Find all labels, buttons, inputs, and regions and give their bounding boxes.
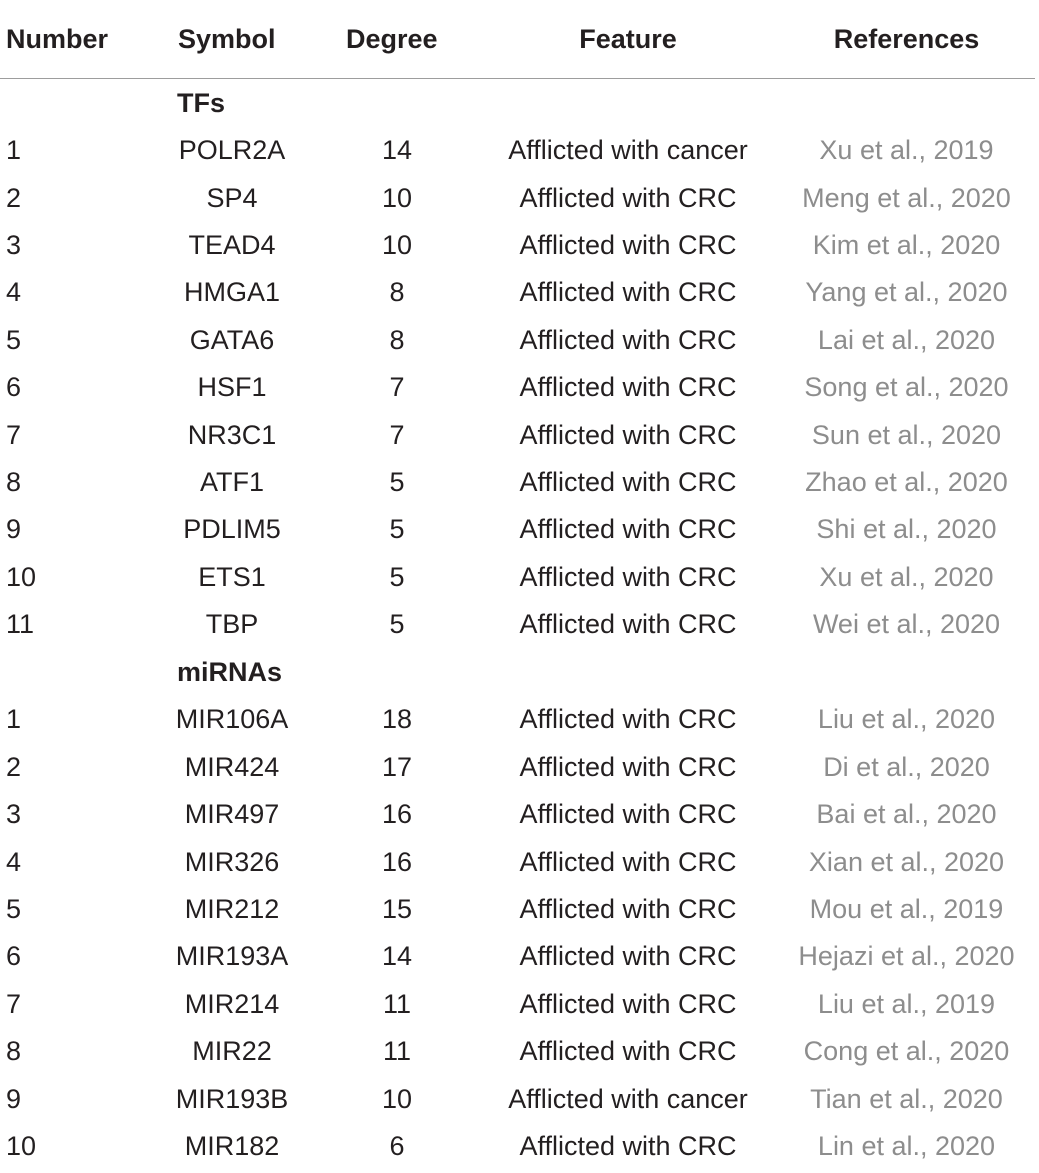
cell-degree: 16 xyxy=(381,846,413,877)
cell-feature: Afflicted with CRC xyxy=(519,229,737,260)
cell-feature: Afflicted with CRC xyxy=(519,941,737,972)
cell-symbol: MIR424 xyxy=(184,751,280,782)
table-row xyxy=(0,459,1035,506)
cell-number: 6 xyxy=(6,372,22,403)
cell-symbol: MIR22 xyxy=(192,1036,272,1067)
cell-feature: Afflicted with CRC xyxy=(519,514,737,545)
table-row xyxy=(0,127,1035,174)
cell-feature: Afflicted with CRC xyxy=(519,894,737,925)
table-row xyxy=(0,1075,1035,1122)
cell-degree: 6 xyxy=(389,1131,405,1161)
cell-degree: 5 xyxy=(389,466,405,497)
table-row xyxy=(0,364,1035,411)
header-symbol: Symbol xyxy=(148,0,316,79)
cell-symbol: ATF1 xyxy=(199,466,264,497)
cell-feature: Afflicted with CRC xyxy=(519,324,737,355)
cell-reference: Sun et al., 2020 xyxy=(811,419,1002,450)
cell-feature: Afflicted with CRC xyxy=(519,609,737,640)
cell-symbol: MIR193A xyxy=(175,941,289,972)
cell-feature: Afflicted with cancer xyxy=(508,135,748,166)
cell-reference: Song et al., 2020 xyxy=(804,372,1009,403)
table-row xyxy=(0,601,1035,648)
cell-symbol: MIR106A xyxy=(175,704,289,735)
cell-symbol: POLR2A xyxy=(178,135,286,166)
cell-symbol: ETS1 xyxy=(198,561,266,592)
cell-reference: Lin et al., 2020 xyxy=(817,1131,996,1161)
table-row xyxy=(0,933,1035,980)
cell-feature: Afflicted with cancer xyxy=(508,1083,748,1114)
section-row xyxy=(0,79,1035,128)
cell-symbol: TBP xyxy=(205,609,259,640)
cell-reference: Tian et al., 2020 xyxy=(810,1083,1003,1114)
cell-symbol: PDLIM5 xyxy=(183,514,281,545)
cell-reference: Yang et al., 2020 xyxy=(805,277,1008,308)
cell-feature: Afflicted with CRC xyxy=(519,704,737,735)
cell-reference: Lai et al., 2020 xyxy=(817,324,996,355)
cell-reference: Mou et al., 2019 xyxy=(809,894,1004,925)
cell-symbol: HMGA1 xyxy=(183,277,281,308)
cell-number: 8 xyxy=(6,466,22,497)
cell-symbol: HSF1 xyxy=(197,372,267,403)
cell-reference: Xu et al., 2020 xyxy=(819,561,994,592)
cell-number: 8 xyxy=(6,1036,22,1067)
cell-number: 9 xyxy=(6,1083,22,1114)
cell-degree: 14 xyxy=(381,135,413,166)
cell-feature: Afflicted with CRC xyxy=(519,1131,737,1161)
cell-symbol: MIR212 xyxy=(184,894,280,925)
cell-reference: Wei et al., 2020 xyxy=(812,609,1001,640)
table-row xyxy=(0,506,1035,553)
cell-symbol: MIR193B xyxy=(175,1083,289,1114)
cell-degree: 17 xyxy=(381,751,413,782)
cell-reference: Di et al., 2020 xyxy=(823,751,990,782)
table-row xyxy=(0,222,1035,269)
cell-feature: Afflicted with CRC xyxy=(519,988,737,1019)
cell-degree: 5 xyxy=(389,561,405,592)
cell-feature: Afflicted with CRC xyxy=(519,466,737,497)
header-degree: Degree xyxy=(316,0,478,79)
cell-number: 5 xyxy=(6,324,22,355)
cell-symbol: SP4 xyxy=(206,182,258,213)
cell-number: 2 xyxy=(6,751,22,782)
section-title: miRNAs xyxy=(177,656,283,687)
table-row xyxy=(0,554,1035,601)
header-row xyxy=(0,0,1035,79)
cell-symbol: MIR497 xyxy=(184,799,280,830)
cell-reference: Xian et al., 2020 xyxy=(808,846,1005,877)
cell-reference: Hejazi et al., 2020 xyxy=(798,941,1015,972)
cell-reference: Xu et al., 2019 xyxy=(819,135,994,166)
cell-reference: Liu et al., 2020 xyxy=(817,704,996,735)
table-header xyxy=(0,0,1035,79)
cell-number: 7 xyxy=(6,419,22,450)
cell-symbol: MIR326 xyxy=(184,846,280,877)
table-row xyxy=(0,269,1035,316)
header-number: Number xyxy=(0,0,148,79)
cell-number: 3 xyxy=(6,799,22,830)
cell-number: 3 xyxy=(6,229,22,260)
cell-number: 7 xyxy=(6,988,22,1019)
cell-number: 1 xyxy=(6,135,22,166)
cell-symbol: NR3C1 xyxy=(187,419,277,450)
cell-degree: 16 xyxy=(381,799,413,830)
cell-number: 6 xyxy=(6,941,22,972)
cell-reference: Kim et al., 2020 xyxy=(812,229,1001,260)
section-title: TFs xyxy=(177,87,226,118)
table-row xyxy=(0,838,1035,885)
cell-reference: Cong et al., 2020 xyxy=(803,1036,1010,1067)
cell-symbol: TEAD4 xyxy=(188,229,276,260)
cell-feature: Afflicted with CRC xyxy=(519,561,737,592)
cell-number: 4 xyxy=(6,277,22,308)
cell-feature: Afflicted with CRC xyxy=(519,846,737,877)
cell-number: 9 xyxy=(6,514,22,545)
section-row xyxy=(0,648,1035,696)
table-row xyxy=(0,886,1035,933)
table-row xyxy=(0,791,1035,838)
cell-feature: Afflicted with CRC xyxy=(519,182,737,213)
cell-degree: 7 xyxy=(389,419,405,450)
cell-number: 11 xyxy=(6,609,35,640)
cell-number: 1 xyxy=(6,704,22,735)
cell-number: 10 xyxy=(6,561,37,592)
cell-symbol: GATA6 xyxy=(189,324,275,355)
table-row xyxy=(0,317,1035,364)
cell-degree: 10 xyxy=(381,182,413,213)
cell-degree: 5 xyxy=(389,514,405,545)
header-references: References xyxy=(778,0,1035,79)
cell-symbol: MIR182 xyxy=(184,1131,280,1161)
cell-feature: Afflicted with CRC xyxy=(519,1036,737,1067)
cell-degree: 11 xyxy=(382,988,412,1019)
table-row xyxy=(0,1028,1035,1075)
cell-degree: 18 xyxy=(381,704,413,735)
cell-reference: Meng et al., 2020 xyxy=(802,182,1011,213)
cell-degree: 7 xyxy=(389,372,405,403)
cell-feature: Afflicted with CRC xyxy=(519,372,737,403)
cell-reference: Liu et al., 2019 xyxy=(817,988,996,1019)
table-row xyxy=(0,411,1035,458)
cell-feature: Afflicted with CRC xyxy=(519,419,737,450)
table-body xyxy=(0,79,1035,1171)
cell-degree: 8 xyxy=(389,277,405,308)
table-row xyxy=(0,1123,1035,1170)
cell-number: 5 xyxy=(6,894,22,925)
cell-degree: 14 xyxy=(381,941,413,972)
cell-number: 10 xyxy=(6,1131,37,1161)
cell-reference: Shi et al., 2020 xyxy=(816,514,997,545)
table-row xyxy=(0,696,1035,743)
table-row xyxy=(0,981,1035,1028)
cell-feature: Afflicted with CRC xyxy=(519,277,737,308)
cell-degree: 10 xyxy=(381,229,413,260)
cell-reference: Bai et al., 2020 xyxy=(816,799,997,830)
cell-feature: Afflicted with CRC xyxy=(519,751,737,782)
cell-degree: 10 xyxy=(381,1083,413,1114)
cell-degree: 5 xyxy=(389,609,405,640)
cell-degree: 11 xyxy=(382,1036,412,1067)
cell-number: 4 xyxy=(6,846,22,877)
cell-reference: Zhao et al., 2020 xyxy=(805,466,1008,497)
table-row xyxy=(0,174,1035,221)
cell-number: 2 xyxy=(6,182,22,213)
header-feature: Feature xyxy=(478,0,778,79)
table-row xyxy=(0,744,1035,791)
cell-degree: 15 xyxy=(381,894,413,925)
cell-degree: 8 xyxy=(389,324,405,355)
cell-feature: Afflicted with CRC xyxy=(519,799,737,830)
cell-symbol: MIR214 xyxy=(184,988,280,1019)
